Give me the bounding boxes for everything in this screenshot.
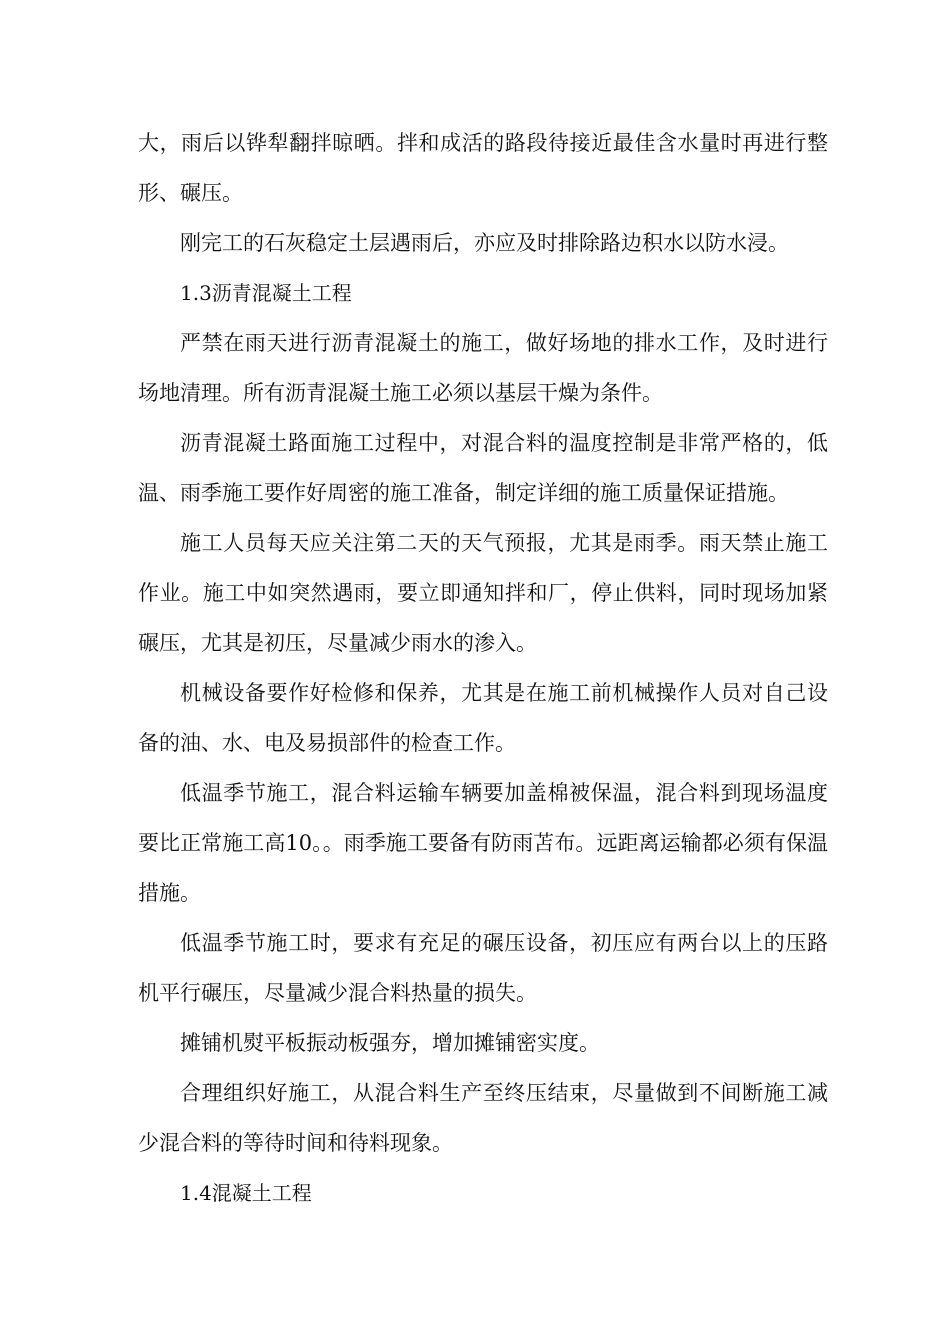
paragraph: 施工人员每天应关注第二天的天气预报，尤其是雨季。雨天禁止施工作业。施工中如突然遇雨，要立即通知拌和厂，停止供料，同时现场加紧碾压，尤其是初压，尽量减少雨水的渗入。 xyxy=(138,531,828,655)
section-heading: 1.4混凝土工程 xyxy=(180,1181,312,1205)
paragraph: 摊铺机熨平板振动板强夯，增加摊铺密实度。 xyxy=(180,1031,600,1055)
section-heading: 1.3沥青混凝土工程 xyxy=(180,281,352,305)
paragraph: 大，雨后以铧犁翻拌晾晒。拌和成活的路段待接近最佳含水量时再进行整形、碾压。 xyxy=(138,131,828,205)
paragraph: 刚完工的石灰稳定土层遇雨后，亦应及时排除路边积水以防水浸。 xyxy=(180,231,789,255)
paragraph: 合理组织好施工，从混合料生产至终压结束，尽量做到不间断施工减少混合料的等待时间和待料现象。 xyxy=(138,1081,828,1155)
paragraph: 低温季节施工，混合料运输车辆要加盖棉被保温，混合料到现场温度要比正常施工高10。。雨季施工要备有防雨苫布。远距离运输都必须有保温措施。 xyxy=(138,781,828,905)
paragraph: 低温季节施工时，要求有充足的碾压设备，初压应有两台以上的压路机平行碾压，尽量减少混合料热量的损失。 xyxy=(138,931,828,1005)
paragraph: 严禁在雨天进行沥青混凝土的施工，做好场地的排水工作，及时进行场地清理。所有沥青混凝土施工必须以基层干燥为条件。 xyxy=(138,331,828,405)
paragraph: 沥青混凝土路面施工过程中，对混合料的温度控制是非常严格的，低温、雨季施工要作好周密的施工准备，制定详细的施工质量保证措施。 xyxy=(138,431,828,505)
paragraph: 机械设备要作好检修和保养，尤其是在施工前机械操作人员对自己设备的油、水、电及易损部件的检查工作。 xyxy=(138,681,828,755)
document-body xyxy=(138,118,828,1218)
